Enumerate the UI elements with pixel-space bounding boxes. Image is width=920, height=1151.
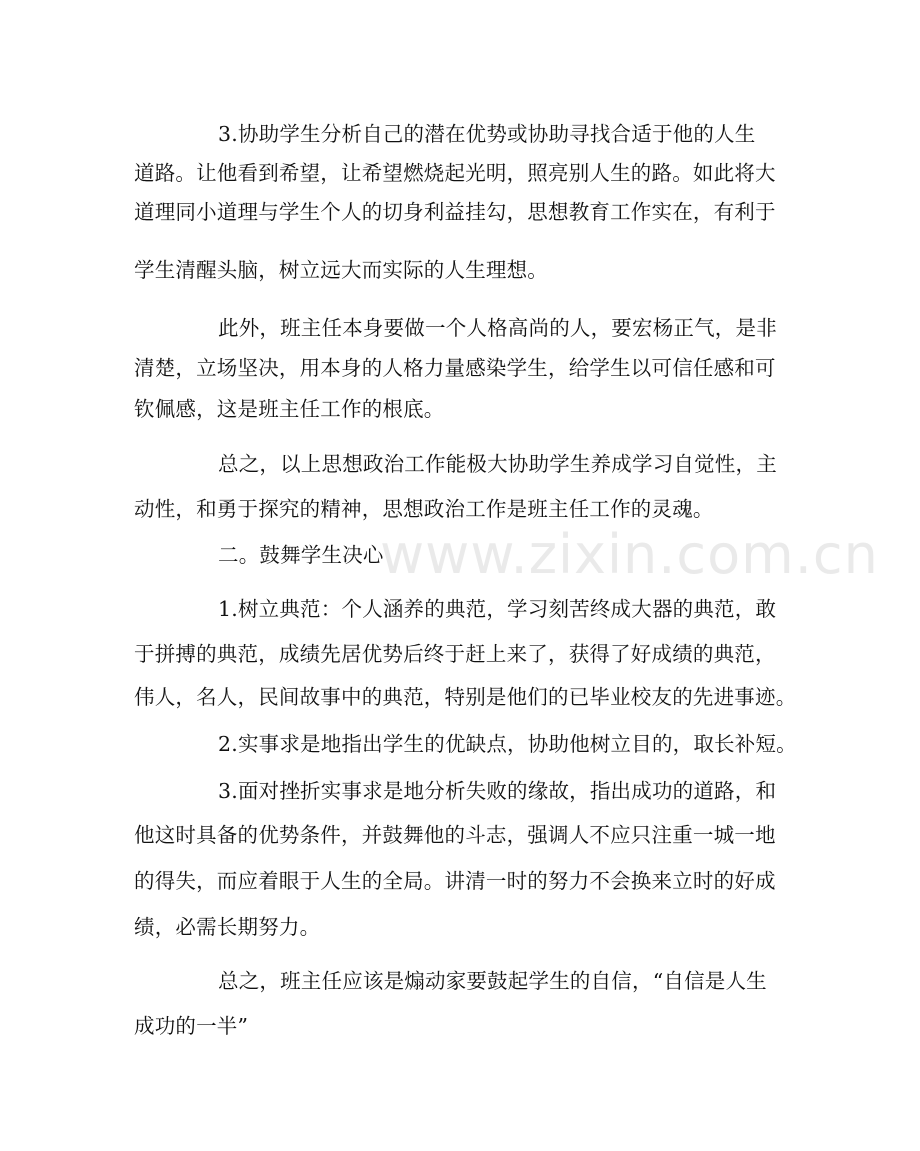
section-heading: 二。鼓舞学生决心 [218,543,384,567]
paragraph-line: 道路。让他看到希望，让希望燃烧起光明，照亮别人生的路。如此将大 [134,161,776,185]
paragraph-line: 成功的一半” [134,1014,249,1038]
paragraph-line: 2.实事求是地指出学生的优缺点，协助他树立目的，取长补短。 [218,732,797,756]
paragraph-line: 他这时具备的优势条件，并鼓舞他的斗志，强调人不应只注重一城一地 [134,823,776,847]
paragraph-line: 3.协助学生分析自己的潜在优势或协助寻找合适于他的人生 [218,122,756,146]
paragraph-line: 动性，和勇于探究的精神，思想政治工作是班主任工作的灵魂。 [134,497,714,521]
paragraph-line: 于拼搏的典范，成绩先居优势后终于赶上来了，获得了好成绩的典范， [134,642,776,666]
watermark: www.zixin.com.cn [380,523,879,586]
paragraph-line: 此外，班主任本身要做一个人格高尚的人，要宏杨正气，是非 [218,316,777,340]
paragraph-line: 钦佩感，这是班主任工作的根底。 [134,397,445,421]
paragraph-line: 3.面对挫折实事求是地分析失败的缘故，指出成功的道路，和 [218,779,777,803]
paragraph-line: 学生清醒头脑，树立远大而实际的人生理想。 [134,258,548,282]
paragraph-line: 的得失，而应着眼于人生的全局。讲清一时的努力不会换来立时的好成 [134,869,776,893]
paragraph-line: 绩，必需长期努力。 [134,915,321,939]
paragraph-line: 伟人，名人，民间故事中的典范，特别是他们的已毕业校友的先进事迹。 [134,685,797,709]
paragraph-line: 1.树立典范：个人涵养的典范，学习刻苦终成大器的典范，敢 [218,597,777,621]
paragraph-line: 总之，以上思想政治工作能极大协助学生养成学习自觉性，主 [218,452,777,476]
paragraph-line: 总之，班主任应该是煽动家要鼓起学生的自信，“自信是人生 [218,969,767,993]
paragraph-line: 道理同小道理与学生个人的切身利益挂勾，思想教育工作实在，有利于 [134,200,776,224]
paragraph-line: 清楚，立场坚决，用本身的人格力量感染学生，给学生以可信任感和可 [134,356,776,380]
